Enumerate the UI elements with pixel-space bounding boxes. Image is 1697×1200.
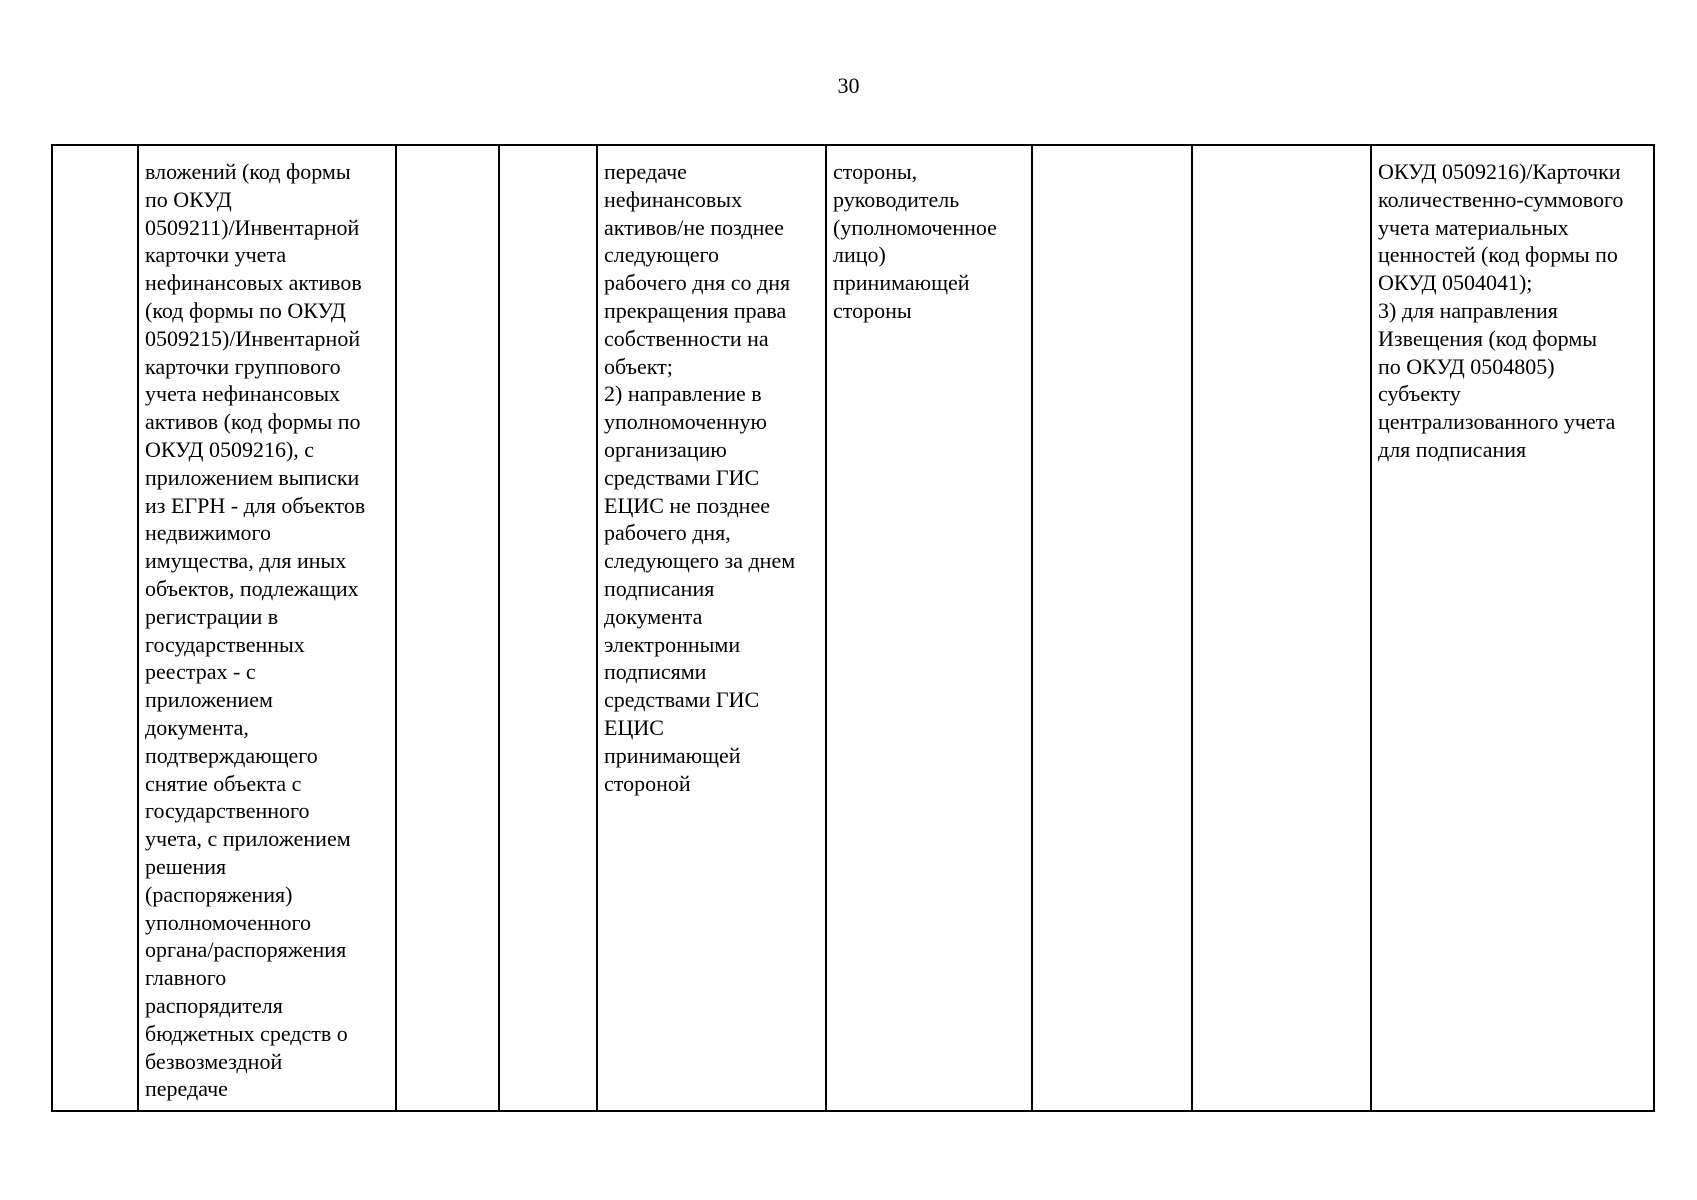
- table-row: [52, 145, 1654, 1111]
- table-cell-col-9: ОКУД 0509216)/Карточки количественно-суммового учета материальных ценностей (код формы по ОКУД 0504041); 3) для направления Извещения (код формы по ОКУД 0504805) субъекту централизованного учета для подписания: [1371, 145, 1654, 1111]
- page-number: 30: [837, 73, 860, 98]
- table-cell-col-5: передаче нефинансовых активов/не позднее следующего рабочего дня со дня прекращения права собственности на объект; 2) направление в уполномоченную организацию средствами ГИС ЕЦИС не позднее рабочего дня, следующего за днем подписания документа электронными подписями средствами ГИС ЕЦИС принимающей стороной: [597, 145, 826, 1111]
- table-cell-col-1: [52, 145, 138, 1111]
- table-cell-col-6: стороны, руководитель (уполномоченное лицо) принимающей стороны: [826, 145, 1032, 1111]
- table-cell-col-3: [396, 145, 499, 1111]
- table-cell-col-4: [499, 145, 597, 1111]
- table-cell-col-2: вложений (код формы по ОКУД 0509211)/Инвентарной карточки учета нефинансовых активов (код формы по ОКУД 0509215)/Инвентарной карточки группового учета нефинансовых активов (код формы по ОКУД 0509216), с приложением выписки из ЕГРН - для объектов недвижимого имущества, для иных объектов, подлежащих регистрации в государственных реестрах - с приложением документа, подтверждающего снятие объекта с государственного учета, с приложением решения (распоряжения) уполномоченного органа/распоряжения главного распорядителя бюджетных средств о безвозмездной передаче: [138, 145, 396, 1111]
- document-table: [51, 144, 1655, 1112]
- table-cell-col-8: [1192, 145, 1371, 1111]
- table-cell-col-7: [1032, 145, 1192, 1111]
